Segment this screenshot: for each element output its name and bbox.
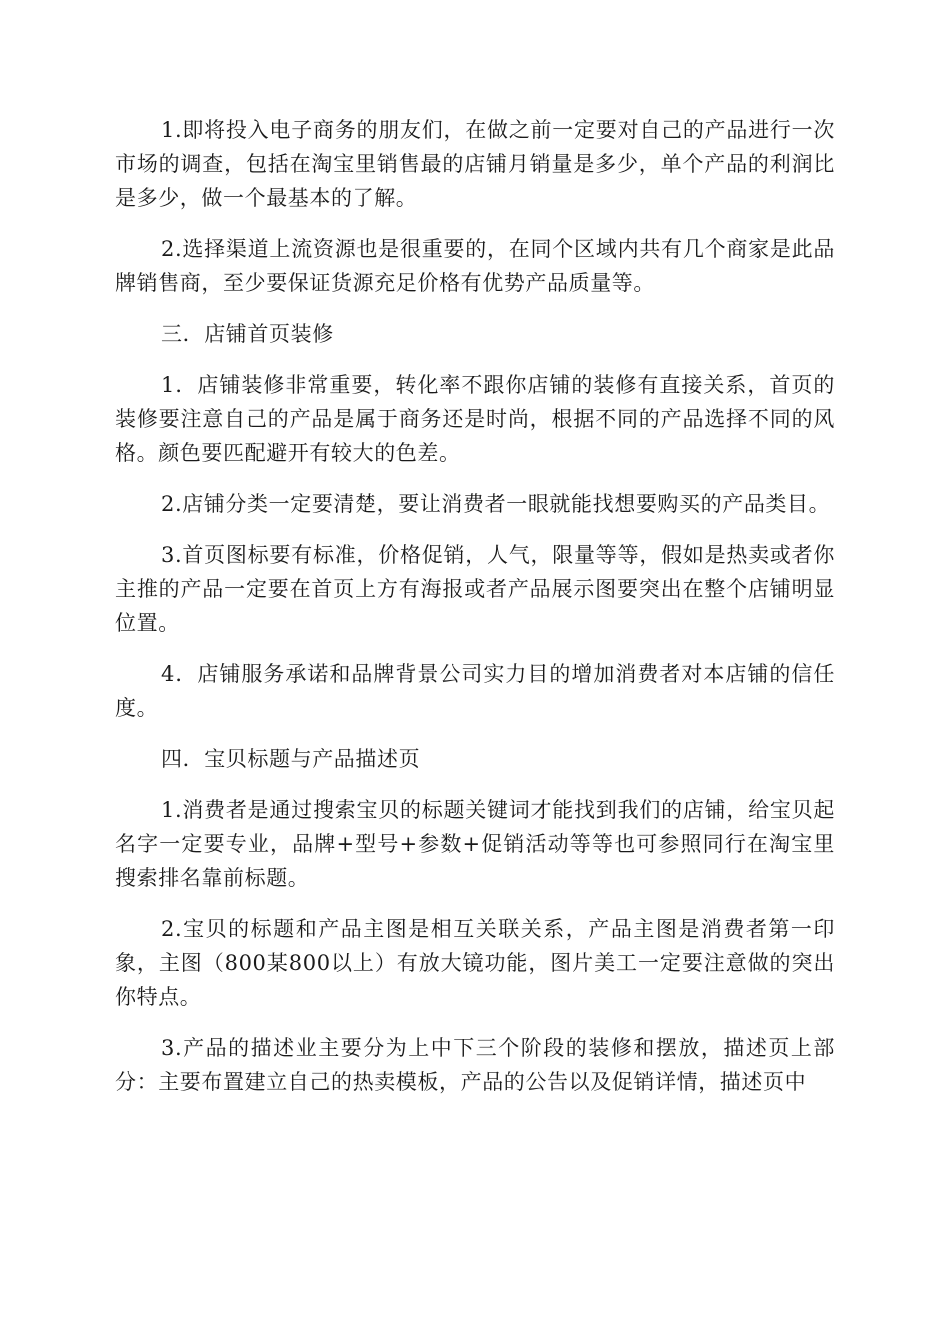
section-heading-homepage-decoration: 三．店铺首页装修	[161, 322, 334, 346]
section-heading-title-description: 四．宝贝标题与产品描述页	[161, 747, 421, 771]
paragraph-main-image: 2.宝贝的标题和产品主图是相互关联关系，产品主图是消费者第一印象，主图（800某800以上）有放大镜功能，图片美工一定要注意做的突出你特点。	[115, 917, 835, 1009]
paragraph-description-layout: 3.产品的描述业主要分为上中下三个阶段的装修和摆放，描述页上部分：主要布置建立自己的热卖模板，产品的公告以及促销详情，描述页中	[115, 1036, 835, 1094]
paragraph-market-research: 1.即将投入电子商务的朋友们，在做之前一定要对自己的产品进行一次市场的调查，包括在淘宝里销售最的店铺月销量是多少，单个产品的利润比是多少，做一个最基本的了解。	[115, 118, 835, 210]
paragraph-store-decoration: 1．店铺装修非常重要，转化率不跟你店铺的装修有直接关系，首页的装修要注意自己的产品是属于商务还是时尚，根据不同的产品选择不同的风格。颜色要匹配避开有较大的色差。	[115, 373, 835, 465]
paragraph-supply-channel: 2.选择渠道上流资源也是很重要的，在同个区域内共有几个商家是此品牌销售商，至少要保证货源充足价格有优势产品质量等。	[115, 237, 835, 295]
paragraph-store-categories: 2.店铺分类一定要清楚，要让消费者一眼就能找想要购买的产品类目。	[161, 492, 831, 516]
document-body	[115, 113, 835, 1116]
paragraph-title-keywords: 1.消费者是通过搜索宝贝的标题关键词才能找到我们的店铺，给宝贝起名字一定要专业，品牌+型号+参数+促销活动等等也可参照同行在淘宝里搜索排名靠前标题。	[115, 798, 835, 890]
paragraph-homepage-icons: 3.首页图标要有标准，价格促销，人气，限量等等，假如是热卖或者你主推的产品一定要在首页上方有海报或者产品展示图要突出在整个店铺明显位置。	[115, 543, 835, 635]
paragraph-service-promise: 4．店铺服务承诺和品牌背景公司实力目的增加消费者对本店铺的信任度。	[115, 662, 835, 720]
